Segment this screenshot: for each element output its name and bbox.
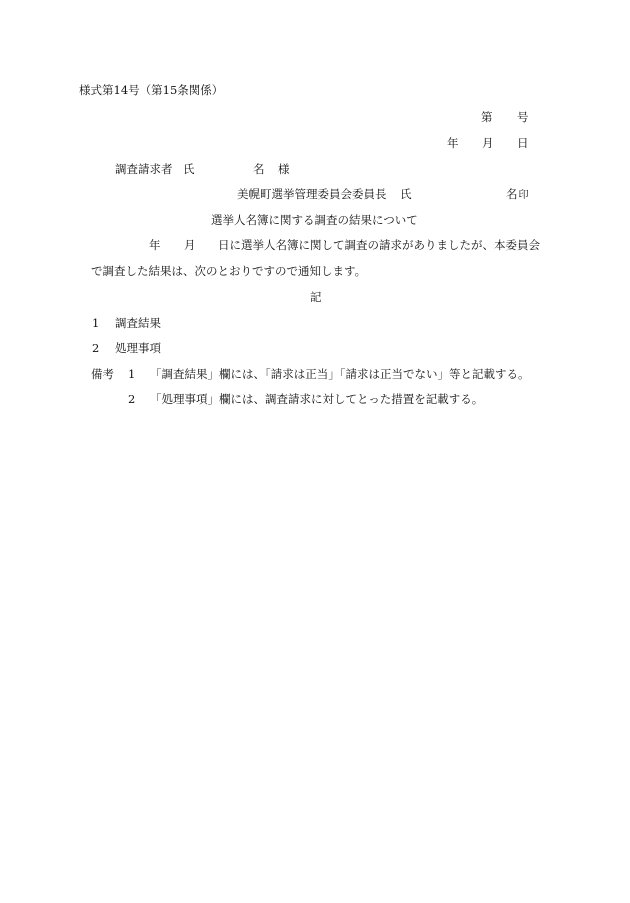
sender-title: 美幌町選挙管理委員会委員長 [237, 187, 387, 201]
body-month: 月 [184, 238, 196, 252]
addressee-label: 調査請求者 [115, 162, 173, 176]
date-month: 月 [482, 136, 494, 150]
item-1-text: 調査結果 [115, 316, 161, 330]
ki-heading: 記 [310, 290, 322, 304]
date-year: 年 [447, 136, 459, 150]
remark-1-text: 「調査結果」欄には、「請求は正当」「請求は正当でない」等と記載する。 [150, 367, 530, 381]
form-number: 様式第14号（第15条関係） [79, 83, 224, 97]
remark-1-number: 1 [128, 367, 136, 381]
item-2-number: 2 [92, 341, 100, 355]
body-year: 年 [149, 238, 161, 252]
addressee-honorific: 様 [278, 162, 290, 176]
subject-title: 選挙人名簿に関する調査の結果について [211, 213, 418, 227]
addressee-shi: 氏 [183, 162, 195, 176]
doc-number-dai: 第 [481, 110, 493, 124]
remark-2-number: 2 [128, 392, 136, 406]
date-day: 日 [517, 136, 529, 150]
doc-number-go: 号 [517, 110, 529, 124]
item-2-text: 処理事項 [115, 341, 161, 355]
body-line2: で調査した結果は、次のとおりですので通知します。 [91, 264, 367, 278]
addressee-mei: 名 [253, 162, 265, 176]
sender-mei: 名 [506, 187, 518, 201]
remark-2-text: 「処理事項」欄には、調査請求に対してとった措置を記載する。 [150, 392, 484, 406]
remarks-label: 備考 [91, 367, 114, 381]
item-1-number: 1 [92, 316, 100, 330]
sender-shi: 氏 [400, 187, 412, 201]
body-line1-rest: 日に選挙人名簿に関して調査の請求がありましたが、本委員会 [218, 238, 540, 252]
sender-name-seal [506, 187, 529, 203]
seal-mark: 印 [518, 190, 529, 201]
